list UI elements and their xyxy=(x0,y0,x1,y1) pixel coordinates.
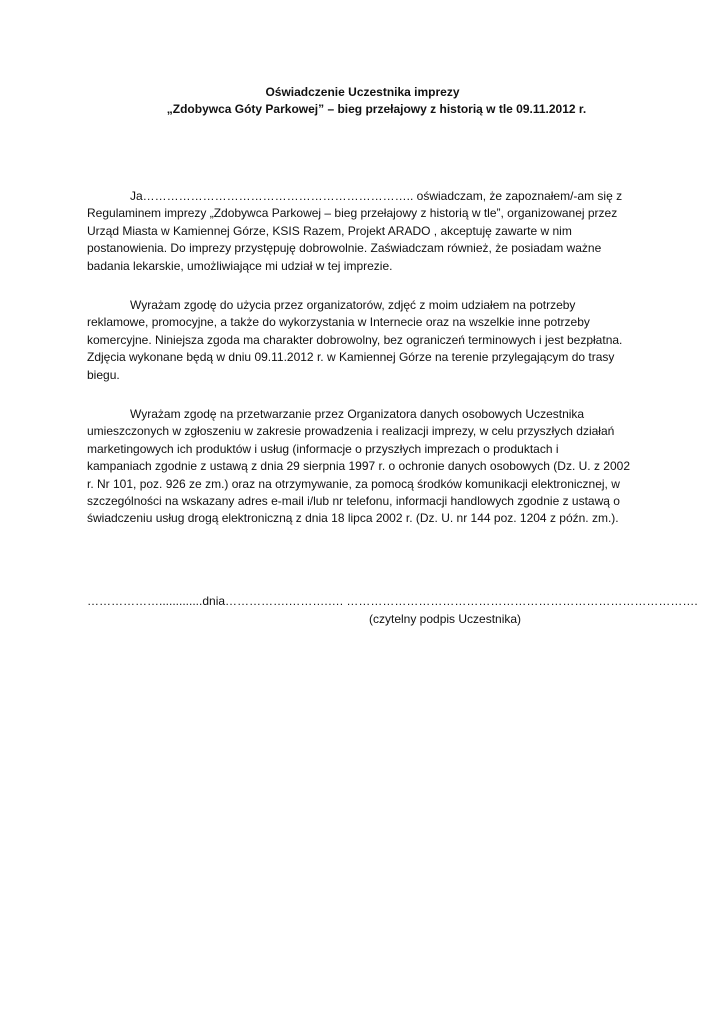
paragraph-line: Wyrażam zgodę na przetwarzanie przez Organizatora danych osobowych Uczestnika xyxy=(130,407,585,421)
paragraph-line: komercyjne. Niniejsza zgoda ma charakter dobrowolny, bez ograniczeń terminowych i jest bezpłatna. xyxy=(87,332,623,347)
document-title: Oświadczenie Uczestnika imprezy xyxy=(265,85,460,99)
paragraph-line: Urząd Miasta w Kamiennej Górze, KSIS Razem, Projekt ARADO , akceptuję zawarte w nim xyxy=(87,223,572,238)
paragraph-line: Zdjęcia wykonane będą w dniu 09.11.2012 r. w Kamiennej Górze na terenie przylegającym do trasy xyxy=(87,350,615,365)
paragraph-line: r. Nr 101, poz. 926 ze zm.) oraz na otrzymywanie, za pomocą środków komunikacji elektronicznej, w xyxy=(87,476,620,491)
paragraph-line: postanowienia. Do imprezy przystępuję dobrowolnie. Zaświadczam również, że posiadam ważne xyxy=(87,241,602,256)
paragraph-line: biegu. xyxy=(87,367,120,382)
signature-date-line: ……………….............dnia…………….……….…. ……………………………………………………………………………. xyxy=(87,594,698,608)
paragraph-line: reklamowe, promocyjne, a także do wykorzystania w Internecie oraz na wszelkie inne potrzeby xyxy=(87,315,590,330)
paragraph-line: Ja………………………………………………………….. oświadczam, że zapoznałem/-am się z xyxy=(130,189,623,203)
paragraph-line: świadczeniu usług drogą elektroniczną z dnia 18 lipca 2002 r. (Dz. U. nr 144 poz. 1204 z późn. zm.). xyxy=(87,511,619,526)
paragraph-line: Wyrażam zgodę do użycia przez organizatorów, zdjęć z moim udziałem na potrzeby xyxy=(130,298,576,312)
paragraph-regulations-acceptance xyxy=(87,188,647,275)
paragraph-line: szczególności na wskazany adres e-mail i/lub nr telefonu, informacji handlowych zgodnie z ustawą o xyxy=(87,494,620,509)
paragraph-photo-consent xyxy=(87,297,647,384)
paragraph-data-processing-consent xyxy=(87,406,647,528)
paragraph-line: umieszczonych w zgłoszeniu w zakresie prowadzenia i realizacji imprezy, w celu przyszłych działań xyxy=(87,424,615,439)
paragraph-line: badania lekarskie, umożliwiające mi udział w tej imprezie. xyxy=(87,258,393,273)
paragraph-line: Regulaminem imprezy „Zdobywca Parkowej – bieg przełajowy z historią w tle”, organizowanej przez xyxy=(87,206,618,221)
signature-caption: (czytelny podpis Uczestnika) xyxy=(369,612,522,626)
paragraph-line: marketingowych ich produktów i usług (informacje o przyszłych imprezach o produktach i xyxy=(87,441,559,456)
event-name-heading: „Zdobywca Góty Parkowej” – bieg przełajowy z historią w tle 09.11.2012 r. xyxy=(166,102,587,116)
paragraph-line: kampaniach zgodnie z ustawą z dnia 29 sierpnia 1997 r. o ochronie danych osobowych (Dz. U. z 2002 xyxy=(87,459,630,474)
